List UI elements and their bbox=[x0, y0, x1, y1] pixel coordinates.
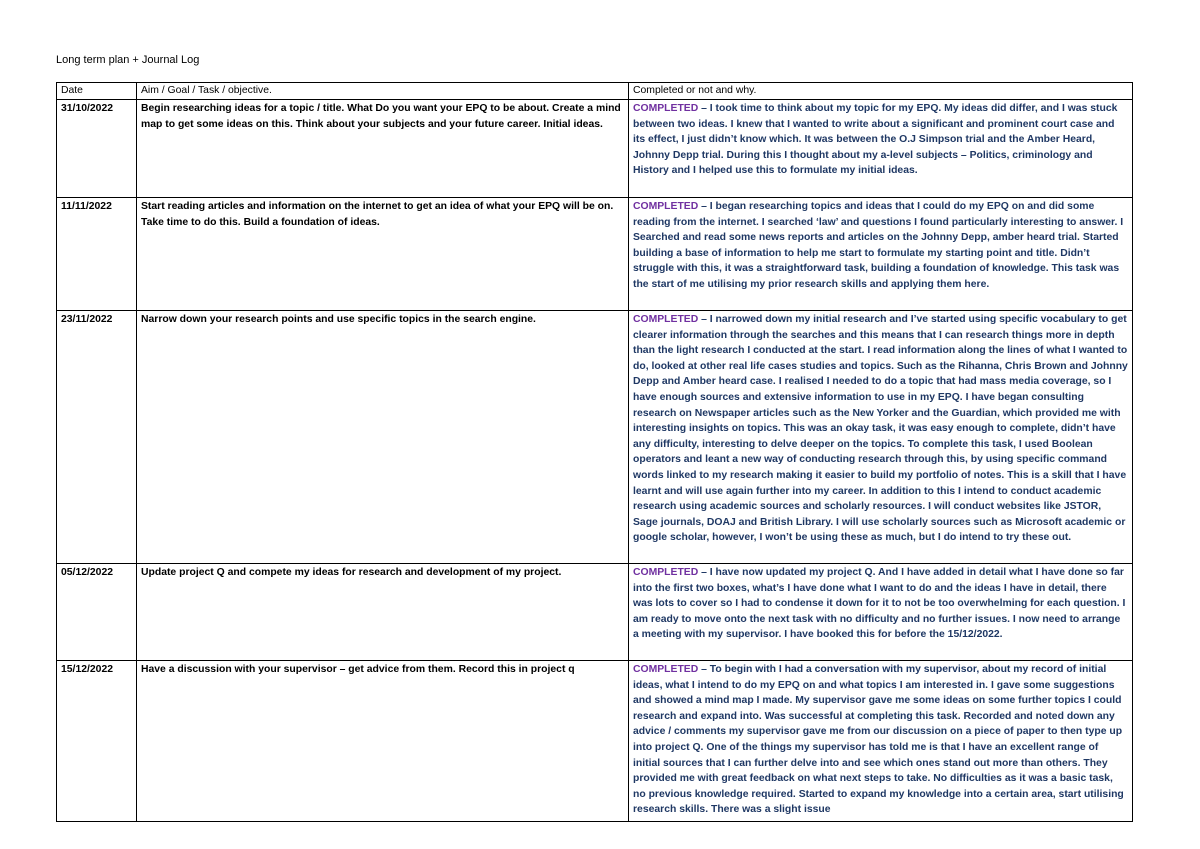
row-date: 15/12/2022 bbox=[57, 661, 137, 822]
row-aim: Begin researching ideas for a topic / title. What Do you want your EPQ to be about. Create a mind map to get some ideas on this. Think about your subjects and your future career. Initial ideas. bbox=[137, 100, 629, 198]
header-date: Date bbox=[57, 83, 137, 100]
header-aim: Aim / Goal / Task / objective. bbox=[137, 83, 629, 100]
table-row bbox=[57, 311, 1133, 564]
status-label: COMPLETED bbox=[633, 664, 699, 675]
row-date: 31/10/2022 bbox=[57, 100, 137, 198]
status-label: COMPLETED bbox=[633, 567, 699, 578]
page-title: Long term plan + Journal Log bbox=[56, 54, 200, 66]
row-completed bbox=[629, 661, 1133, 822]
row-date: 11/11/2022 bbox=[57, 198, 137, 311]
row-aim: Start reading articles and information on the internet to get an idea of what your EPQ will be on. Take time to do this. Build a foundation of ideas. bbox=[137, 198, 629, 311]
row-date: 05/12/2022 bbox=[57, 564, 137, 661]
table-row bbox=[57, 564, 1133, 661]
status-label: COMPLETED bbox=[633, 201, 699, 212]
row-completed bbox=[629, 198, 1133, 311]
row-note: – I took time to think about my topic for my EPQ. My ideas did differ, and I was stuck between two ideas. I knew that I wanted to write about a significant and prominent court case and its effect, I just didn’t know which. It was between the O.J Simpson trial and the Amber Heard, Johnny Depp trial. During this I thought about my a-level subjects – Politics, criminology and History and I helped use this to formulate my initial ideas. bbox=[633, 103, 1118, 177]
table-row bbox=[57, 198, 1133, 311]
table-row bbox=[57, 100, 1133, 198]
row-note: – I began researching topics and ideas that I could do my EPQ on and did some reading from the internet. I searched ‘law’ and questions I found particularly interesting to answer. I Searched and read some news reports and articles on the Johnny Depp, amber heard trial. Started building a base of information to help me start to formulate my starting point and title. Didn’t struggle with this, it was a straightforward task, building a foundation of knowledge. This task was the start of me utilising my prior research skills and applying them here. bbox=[633, 201, 1124, 290]
row-aim: Have a discussion with your supervisor – get advice from them. Record this in project q bbox=[137, 661, 629, 822]
row-completed bbox=[629, 311, 1133, 564]
header-completed: Completed or not and why. bbox=[629, 83, 1133, 100]
table-header-row bbox=[57, 83, 1133, 100]
row-note: – To begin with I had a conversation with my supervisor, about my record of initial ideas, what I intend to do my EPQ on and what topics I am interested in. I gave some suggestions and showed a mind map I made. My supervisor gave me some ideas on some further topics I could research and expand into. Was successful at completing this task. Recorded and noted down any advice / comments my supervisor gave me from our discussion on a piece of paper to then type up into project Q. One of the things my supervisor has told me is that I have an excellent range of initial sources that I can further delve into and see which ones stand out more than others. They provided me with great feedback on what next steps to take. No difficulties as it was a basic task, no previous knowledge required. Started to expand my knowledge into a certain area, start utilising research skills. There was a slight issue bbox=[633, 664, 1124, 816]
status-label: COMPLETED bbox=[633, 103, 699, 114]
journal-table bbox=[56, 82, 1133, 822]
row-note: – I have now updated my project Q. And I have added in detail what I have done so far into the first two boxes, what’s I have done what I want to do and the ideas I have in detail, there was lots to cover so I had to condense it down for it to not be too overwhelming for each question. I am ready to move onto the next task with no difficulty and no further issues. I now need to arrange a meeting with my supervisor. I have booked this for before the 15/12/2022. bbox=[633, 567, 1126, 641]
row-note: – I narrowed down my initial research and I’ve started using specific vocabulary to get clearer information through the searches and this means that I can research things more in depth than the light research I conducted at the start. I read information along the lines of what I wanted to do, looked at other real life cases studies and topics. Such as the Rihanna, Chris Brown and Johnny Depp and Amber heard case. I realised I needed to do a topic that had mass media coverage, so I have enough sources and extensive information to use in my EPQ. I have began consulting research on Newspaper articles such as the New Yorker and the Guardian, which provided me with interesting insights on topics. This was an okay task, it was easy enough to complete, didn’t have any difficulty, interesting to delve deeper on the topics. To complete this task, I used Boolean operators and leant a new way of conducting research through this, by using specific command words linked to my research making it easier to build my portfolio of notes. This is a skill that I have learnt and will use again further into my career. In addition to this I intend to conduct academic research using academic sources and scholarly resources. I will conduct websites like JSTOR, Sage journals, DOAJ and British Library. I will use scholarly sources such as Microsoft academic or google scholar, however, I won’t be using these as much, but I do intend to try these out. bbox=[633, 314, 1128, 544]
row-completed bbox=[629, 100, 1133, 198]
row-date: 23/11/2022 bbox=[57, 311, 137, 564]
row-aim: Narrow down your research points and use specific topics in the search engine. bbox=[137, 311, 629, 564]
status-label: COMPLETED bbox=[633, 314, 699, 325]
row-completed bbox=[629, 564, 1133, 661]
table-row bbox=[57, 661, 1133, 822]
row-aim: Update project Q and compete my ideas for research and development of my project. bbox=[137, 564, 629, 661]
